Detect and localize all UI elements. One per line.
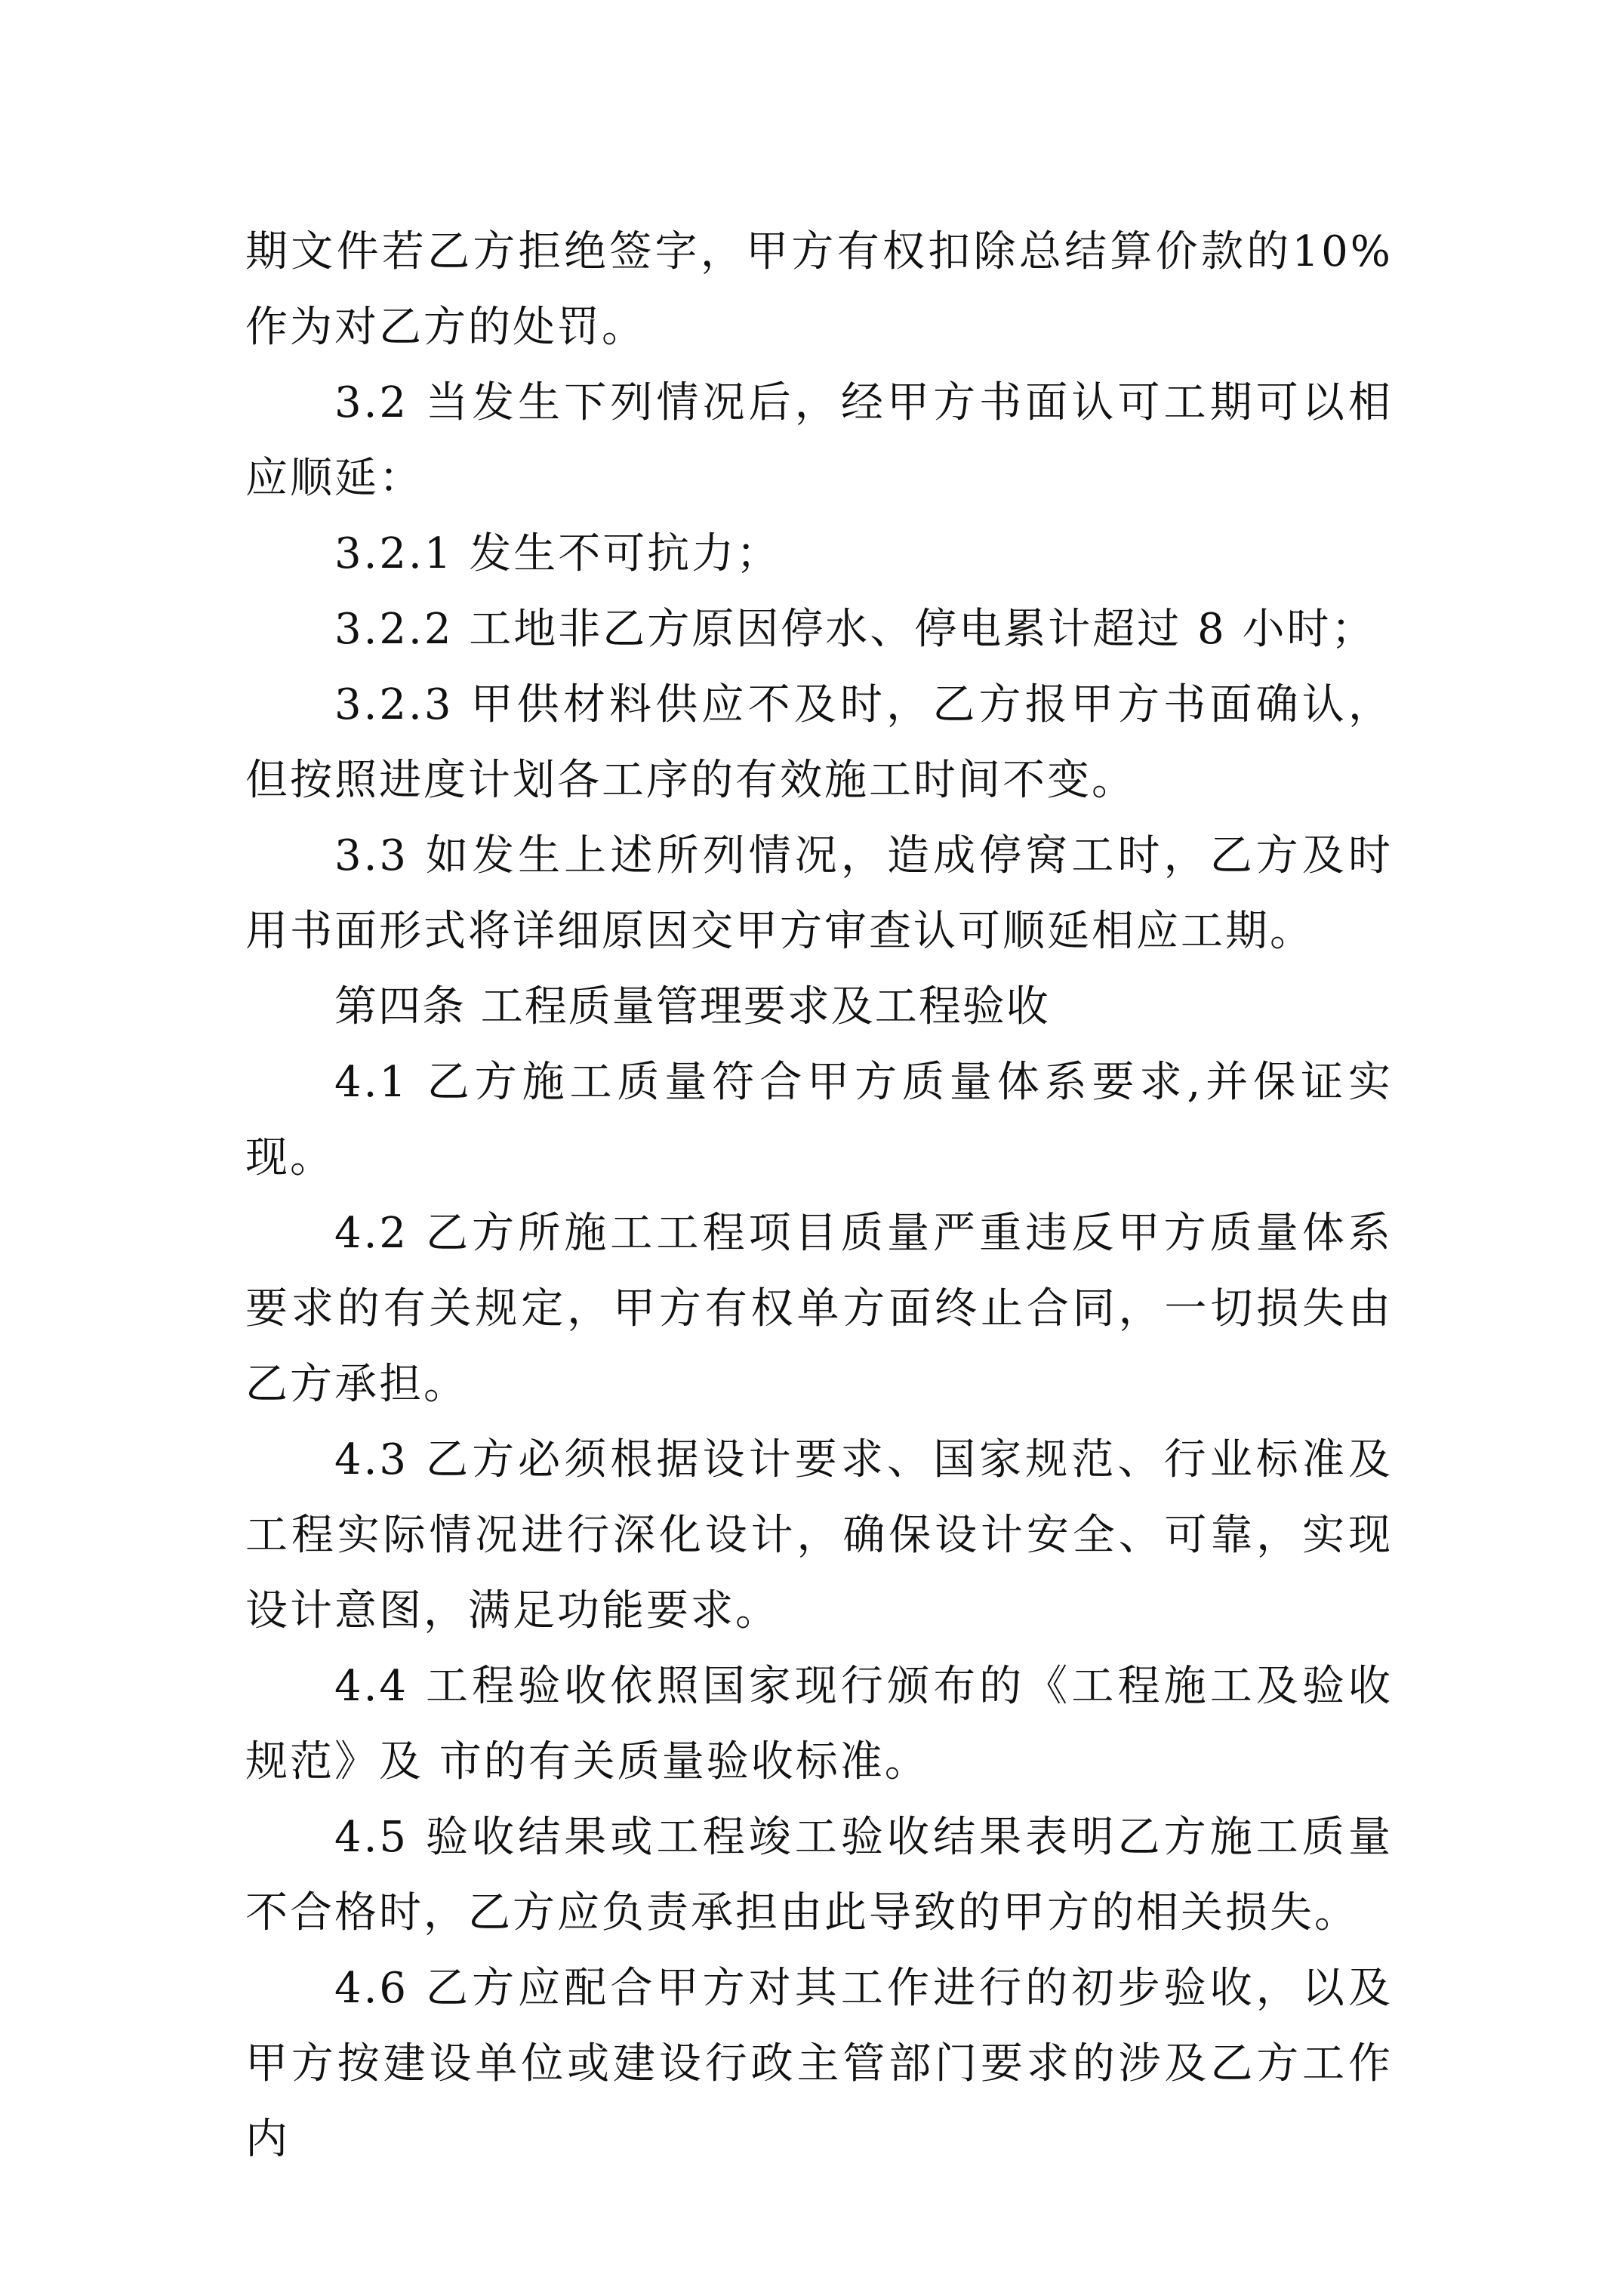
paragraph-penalty-continued: 期文件若乙方拒绝签字，甲方有权扣除总结算价款的10%作为对乙方的处罚。	[245, 227, 1393, 352]
paragraph-4-3: 4.3 乙方必须根据设计要求、国家规范、行业标准及工程实际情况进行深化设计，确保设计安全、可靠，实现设计意图，满足功能要求。	[245, 1435, 1393, 1635]
paragraph-3-2-1: 3.2.1 发生不可抗力；	[334, 529, 781, 578]
paragraph-3-3: 3.3 如发生上述所列情况，造成停窝工时，乙方及时用书面形式将详细原因交甲方审查认可顺延相应工期。	[245, 831, 1393, 956]
article-4-heading: 第四条 工程质量管理要求及工程验收	[334, 982, 1050, 1031]
paragraph-4-2: 4.2 乙方所施工工程项目质量严重违反甲方质量体系要求的有关规定，甲方有权单方面终止合同，一切损失由乙方承担。	[245, 1209, 1393, 1409]
paragraph-4-1: 4.1 乙方施工质量符合甲方质量体系要求,并保证实现。	[245, 1058, 1393, 1182]
paragraph-3-2-2: 3.2.2 工地非乙方原因停水、停电累计超过 8 小时；	[334, 605, 1376, 654]
paragraph-4-4: 4.4 工程验收依照国家现行颁布的《工程施工及验收规范》及 市的有关质量验收标准。	[245, 1662, 1393, 1786]
paragraph-4-5: 4.5 验收结果或工程竣工验收结果表明乙方施工质量不合格时，乙方应负责承担由此导致的甲方的相关损失。	[245, 1813, 1393, 1937]
paragraph-3-2: 3.2 当发生下列情况后，经甲方书面认可工期可以相应顺延：	[245, 378, 1393, 503]
paragraph-4-6: 4.6 乙方应配合甲方对其工作进行的初步验收，以及甲方按建设单位或建设行政主管部门要求的涉及乙方工作内	[245, 1964, 1393, 2164]
document-body	[245, 214, 1393, 2177]
paragraph-3-2-3: 3.2.3 甲供材料供应不及时，乙方报甲方书面确认，但按照进度计划各工序的有效施工时间不变。	[245, 680, 1393, 805]
